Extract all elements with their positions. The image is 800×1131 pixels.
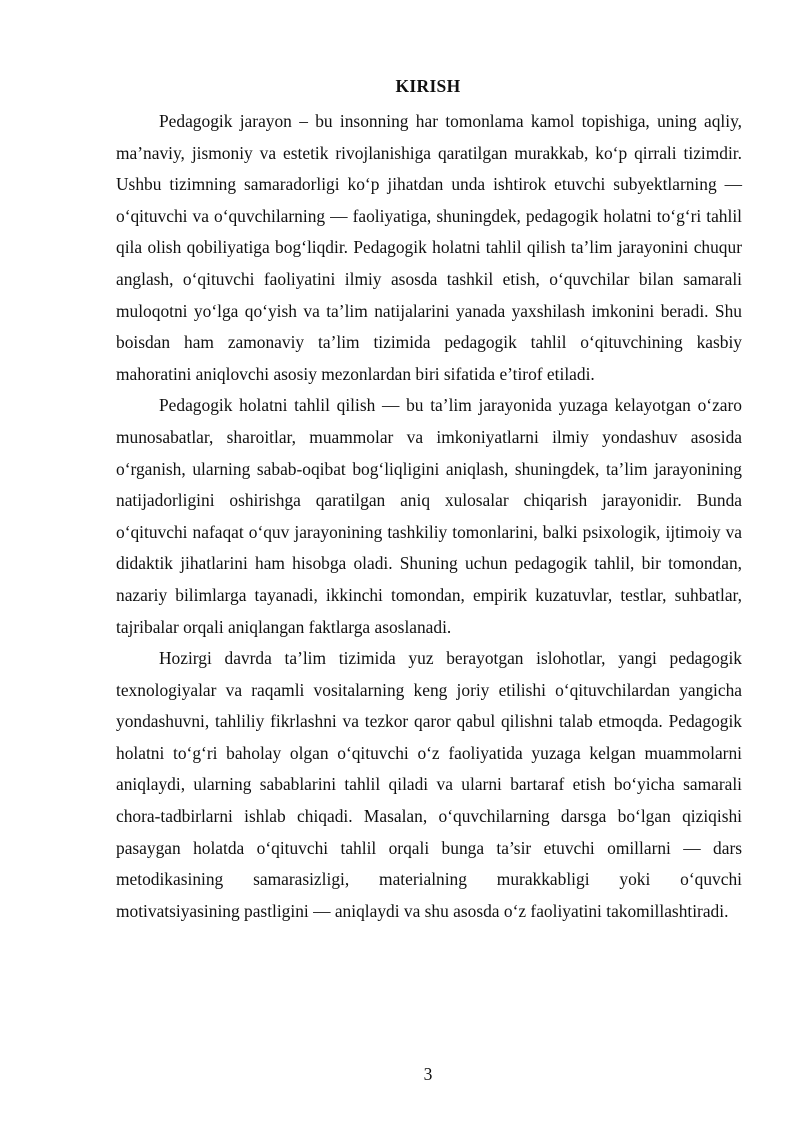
page-heading: KIRISH — [395, 76, 461, 96]
paragraph-3: Hozirgi davrda ta’lim tizimida yuz berayotgan islohotlar, yangi pedagogik texnologiyalar va raqamli vositalarning keng joriy etilishi o‘qituvchilardan yangicha yondashuvni, tahliliy fikrlashni va tezkor qaror qabul qilishni talab etmoqda. Pedagogik holatni to‘g‘ri baholay olgan o‘qituvchi o‘z faoliyatida yuzaga kelgan muammolarni aniqlaydi, ularning sabablarini tahlil qiladi va ularni bartaraf etish bo‘yicha samarali chora-tadbirlarni ishlab chiqadi. Masalan, o‘quvchilarning darsga bo‘lgan qiziqishi pasaygan holatda o‘qituvchi tahlil orqali bunga ta’sir etuvchi omillarni — dars metodikasining samarasizligi, materialning murakkabligi yoki o‘quvchi motivatsiyasining pastligini — aniqlaydi va shu asosda o‘z faoliyatini takomillashtiradi. — [116, 648, 742, 921]
body-text — [116, 106, 742, 927]
page-number: 3 — [423, 1064, 433, 1084]
paragraph-1: Pedagogik jarayon – bu insonning har tomonlama kamol topishiga, uning aqliy, ma’naviy, jismoniy va estetik rivojlanishiga qaratilgan murakkab, ko‘p qirrali tizimdir. Ushbu tizimning samaradorligi ko‘p jihatdan unda ishtirok etuvchi subyektlarning — o‘qituvchi va o‘quvchilarning — faoliyatiga, shuningdek, pedagogik holatni to‘g‘ri tahlil qila olish qobiliyatiga bog‘liqdir. Pedagogik holatni tahlil qilish ta’lim jarayonini chuqur anglash, o‘qituvchi faoliyatini ilmiy asosda tashkil etish, o‘quvchilar bilan samarali muloqotni yo‘lga qo‘yish va ta’lim natijalarini yanada yaxshilash imkonini beradi. Shu boisdan ham zamonaviy ta’lim tizimida pedagogik tahlil o‘qituvchining kasbiy mahoratini aniqlovchi asosiy mezonlardan biri sifatida e’tirof etiladi. — [116, 111, 742, 384]
paragraph-2: Pedagogik holatni tahlil qilish — bu ta’lim jarayonida yuzaga kelayotgan o‘zaro munosabatlar, sharoitlar, muammolar va imkoniyatlarni ilmiy yondashuv asosida o‘rganish, ularning sabab-oqibat bog‘liqligini aniqlash, shuningdek, ta’lim jarayonining natijadorligini oshirishga qaratilgan aniq xulosalar chiqarish jarayonidir. Bunda o‘qituvchi nafaqat o‘quv jarayonining tashkiliy tomonlarini, balki psixologik, ijtimoiy va didaktik jihatlarini ham hisobga oladi. Shuning uchun pedagogik tahlil, bir tomondan, nazariy bilimlarga tayanadi, ikkinchi tomondan, empirik kuzatuvlar, testlar, suhbatlar, tajribalar orqali aniqlangan faktlarga asoslanadi. — [116, 395, 742, 637]
